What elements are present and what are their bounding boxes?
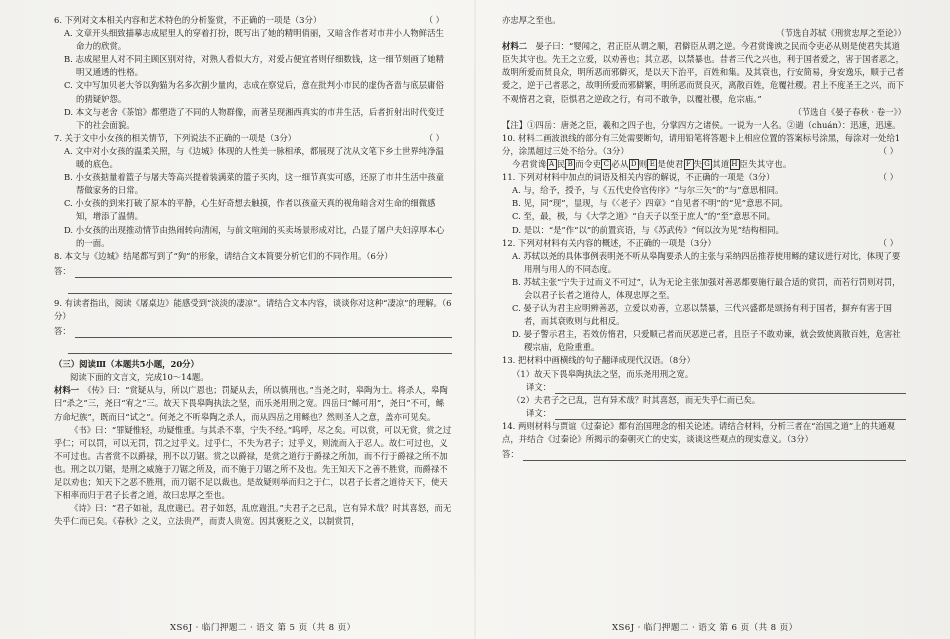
material-2-label: 材料二 bbox=[502, 41, 528, 52]
q12-option-a: A. 苏轼以尧的具体事例表明尧不听从皋陶要杀人的主张与采纳四岳推荐使用鲧的建议进行对比，体现了要用刑与用人的不同态度。 bbox=[512, 250, 901, 274]
q8-answer-line-2[interactable] bbox=[68, 281, 452, 294]
q10-answer-paren: （ ） bbox=[878, 145, 898, 156]
q11-answer-paren: （ ） bbox=[878, 172, 898, 183]
material-2-source: （节选自《晏子春秋 · 卷一》） bbox=[793, 106, 906, 117]
q7-answer-paren: （ ） bbox=[424, 132, 444, 143]
q6-option-b: B. 志成屋里人对不同主顾区别对待，对熟人看似大方，对爱占便宜者则仔细数钱，这一细节刻画了她精明又通透的性格。 bbox=[64, 54, 444, 78]
q11-option-a: A. 与，给予，授予，与《五代史伶官传序》“与尔三矢”的“与”意思相同。 bbox=[512, 185, 784, 196]
q12-answer-paren: （ ） bbox=[878, 237, 898, 248]
page-6 bbox=[502, 14, 906, 615]
q13-stem: 13. 把材料中画横线的句子翻译成现代汉语。（8分） bbox=[502, 355, 695, 366]
q9-answer-line[interactable] bbox=[54, 325, 452, 338]
q14-answer-line[interactable] bbox=[502, 448, 906, 461]
q7-option-d: D. 小女孩的出现推动情节由热闹转向清闲，与前文喧闹的买卖场景形成对比，凸显了屠户夫妇淳厚本心的一面。 bbox=[64, 224, 445, 248]
material-1-p1: 材料一 《传》曰：“赏疑从与，所以广恩也；罚疑从去，所以慎刑也。”当尧之时，皋陶为士。将杀人，皋陶曰“杀之”三，尧曰“宥之”三。故天下畏皋陶执法之坚，而乐尧用刑之宽。四岳曰“鲧可用”，尧曰“不可，鲧方命圮族”，既而曰“试之”。何尧之不听皋陶之杀人，而从四岳之用鲧也？然则圣人之意，盖亦可见矣。 bbox=[54, 385, 448, 422]
q10-box-c[interactable]: C bbox=[601, 159, 611, 170]
q13-sentence-2: （2）夫君子之已乱，岂有异术哉？时其喜怒，而无失乎仁而已矣。 bbox=[512, 394, 761, 405]
q10-sentence: 今君赏谗 A 民 B 而令吏 C 必从 D 则 E 是使君 F 失 G 其道 H 臣失其守也。 bbox=[512, 159, 792, 170]
q10-box-e[interactable]: E bbox=[647, 159, 657, 170]
page-6-footer: XS6J · 临门押题二 · 语文 第 6 页（共 8 页） bbox=[612, 623, 798, 633]
q12-option-d: D. 晏子警示君主，若效仿惰君，只爱顺己者而厌恶逆己者，且臣子不敢劝谏，就会致使离散百姓，危害社稷宗庙，危险重重。 bbox=[512, 329, 901, 353]
page-5-footer: XS6J · 临门押题二 · 语文 第 5 页（共 8 页） bbox=[170, 623, 356, 633]
q7-stem: 7. 关于文中小女孩的相关情节，下列说法不正确的一项是（3分） （ ） bbox=[54, 132, 452, 145]
q10-box-h[interactable]: H bbox=[731, 160, 738, 169]
q11-stem: 11. 下列对材料中加点的词语及相关内容的解说，不正确的一项是（3分） （ ） bbox=[502, 171, 906, 184]
q6-option-a: A. 文章开头细致描摹志成屋里人的穿着打扮，既写出了她的精明俏丽，又暗含作者对市井小人物鲜活生命力的欣赏。 bbox=[64, 28, 444, 52]
q10-box-d[interactable]: D bbox=[629, 159, 639, 170]
q12-option-c: C. 晏子认为君主应明辨善恶，立爱以劝善，立恶以禁暴，三代兴盛都是颂扬有利于国者，摒弃有害于国者，而其衰败则与此相反。 bbox=[512, 303, 892, 327]
q7-option-a: A. 文中对小女孩的温柔关照，与《边城》体现的人性美一脉相承，都展现了沈从文笔下乡土世界纯净温暖的底色。 bbox=[64, 145, 444, 170]
q13-translation-1-label: 译文： bbox=[526, 381, 552, 392]
q12-option-b: B. 苏轼主张“宁失于过而义不可过”，认为无论主张加强对善恶都要施行最合适的赏罚，而若行罚则对罚，会以君子长者之道待人，体现忠厚之至。 bbox=[512, 276, 901, 300]
page-fold bbox=[474, 0, 476, 639]
q9-answer-line-2[interactable] bbox=[68, 341, 452, 354]
q10-box-g[interactable]: G bbox=[702, 159, 712, 170]
q8-answer-label: 答： bbox=[54, 265, 71, 276]
q11-option-c: C. 至，最，极，与《大学之道》“自天子以至于庶人”的“至”意思不同。 bbox=[512, 211, 776, 222]
q13-translation-1[interactable] bbox=[526, 381, 906, 394]
material-1-source: （节选自苏轼《刑赏忠厚之至论》） bbox=[776, 28, 906, 39]
q10-box-a[interactable]: A bbox=[547, 159, 557, 170]
q6-option-d: D. 本文与老舍《茶馆》都塑造了不同的人物群像，而著呈现湘西真实的市井生活，后者折射出时代变迁下的社会面貌。 bbox=[64, 106, 445, 130]
material-1-p3: 《诗》曰：“君子如祉，乱庶遄已。君子如怒，乱庶遄沮。”夫君子之已乱，岂有异术哉？时其喜怒，而无失乎仁而已矣。《春秋》之义，立法贵严，而责人贵宽。因其褒贬之义，以制赏罚， bbox=[54, 503, 452, 527]
q7-option-b: B. 小女孩掂量着篮子与屠夫等高兴提着装满菜的篮子买肉，这一细节真实可感，还原了市井生活中孩童帮做家务的日常。 bbox=[64, 172, 444, 196]
q14-answer-label: 答： bbox=[502, 449, 519, 460]
q10-stem: 10. 材料二画波浪线的部分有三处需要断句，请用铅笔将答题卡上相应位置的答案标号涂黑，每涂对一处给1分，涂黑超过三处不给分。（3分） （ ） bbox=[502, 132, 906, 158]
q6-option-c: C. 文中写加贝老大爷以狗猫为名多次割少量肉，志成在察觉后，意在批判小市民的虚伪吝啬与底层庸俗的猜疑妒怨。 bbox=[64, 80, 444, 104]
material-1-p2: 《书》曰：“罪疑惟轻，功疑惟重。与其杀不辜，宁失不经。”呜呼，尽之矣。可以赏，可以无赏，赏之过乎仁；可以罚，可以无罚，罚之过乎义。过乎仁，不失为君子；过乎义，则流而入于忍人。故仁可过也，义不可过也。古者赏不以爵禄，刑不以刀锯。赏之以爵禄，是赏之道行于爵禄之所加，而不行于爵禄之所不加也。刑之以刀锯，是刑之威施于刀锯之所及，而不施于刀锯之所不及也。先王知天下之善不胜赏，而爵禄不足以劝也；知天下之恶不胜刑，而刀锯不足以裁也。是故疑则举而归之于仁，以君子长者之道待天下，使天下相率而归于君子长者之道，故曰忠厚之至也。 bbox=[54, 424, 452, 501]
material-1-end: 亦忠厚之至也。 bbox=[502, 15, 561, 25]
q13-translation-2[interactable] bbox=[526, 407, 906, 420]
q7-option-c: C. 小女孩的到来打破了原本的平静，心生好奇想去触摸，作者以孩童天真的视角暗含对生命的细微感知，增添了温情。 bbox=[64, 198, 436, 222]
q8-answer-line[interactable] bbox=[54, 265, 452, 278]
q10-box-b[interactable]: B bbox=[565, 159, 575, 170]
q6-answer-paren: （ ） bbox=[424, 15, 444, 25]
material-2: 材料二 晏子曰：“婴闻之，君正臣从谓之顺，君僻臣从谓之逆。今君赏谗谀之民而令吏必从则是使君失其道臣失其守也。先王之立爱，以劝善也；其立恶，以禁暴也。昔者三代之兴也，利于国者爱之，害于国者恶之，故明所爱而贤良众，明所恶而邪僻灭，是以天下治平，百姓和集。及其衰也，行安简易，身安逸乐，顺于己者爱之，逆于己者恶之，故明所爱而邪僻繁，明所恶而贤良灭，离散百姓，危覆社稷。君上不度圣王之兴，而下不观惰君之衰，臣惧君之逆政之行，有司不敢争，以覆社稷，危宗庙。” bbox=[502, 41, 904, 104]
q14-stem: 14. 两则材料与贾谊《过秦论》都有治国理念的相关论述。请结合材料，分析三者在“治国之道”上的共通观点，并结合《过秦论》所揭示的秦朝灭亡的史实，谈谈这些观点的现实意义。（3分） bbox=[502, 420, 896, 444]
q13-translation-2-label: 译文： bbox=[526, 407, 552, 418]
q12-stem: 12. 下列对材料有关内容的概述，不正确的一项是（3分） （ ） bbox=[502, 237, 906, 250]
q11-option-d: D. 是以：“是”作“以”的前置宾语，与《苏武传》“何以汝为见”结构相同。 bbox=[512, 224, 784, 235]
q9-stem: 9. 有读者指出，阅读《屠桌边》能感受到“淡淡的凄凉”。请结合文本内容，谈谈你对这种“凄凉”的理解。（6分） bbox=[54, 297, 452, 321]
annotation-note: 【注】①四岳：唐尧之臣，羲和之四子也，分掌四方之诸侯。一说为一人名。②遄（chuán）：迅速，迅速。 bbox=[502, 119, 901, 130]
q6-stem: 6. 下列对文本相关内容和艺术特色的分析鉴赏，不正确的一项是（3分） （ ） bbox=[54, 14, 452, 27]
q10-box-f[interactable]: F bbox=[684, 159, 694, 170]
q9-answer-label: 答： bbox=[54, 326, 71, 337]
q8-stem: 8. 本文与《边城》结尾都写到了“狗”的形象，请结合文本简要分析它们的不同作用。（6分） bbox=[54, 250, 393, 261]
page-5 bbox=[54, 14, 452, 615]
section-3-instruction: 阅读下面的文言文，完成10～14题。 bbox=[70, 372, 209, 383]
section-3-title: （三）阅读Ⅲ（本题共5小题，20分） bbox=[54, 359, 199, 370]
q13-sentence-1: （1）故天下畏皋陶执法之坚，而乐尧用刑之宽。 bbox=[512, 368, 694, 379]
material-1-label: 材料一 bbox=[54, 385, 80, 396]
q11-option-b: B. 见，同“现”，显现，与《〈老子〉四章》“自见者不明”的“见”意思不同。 bbox=[512, 198, 788, 209]
